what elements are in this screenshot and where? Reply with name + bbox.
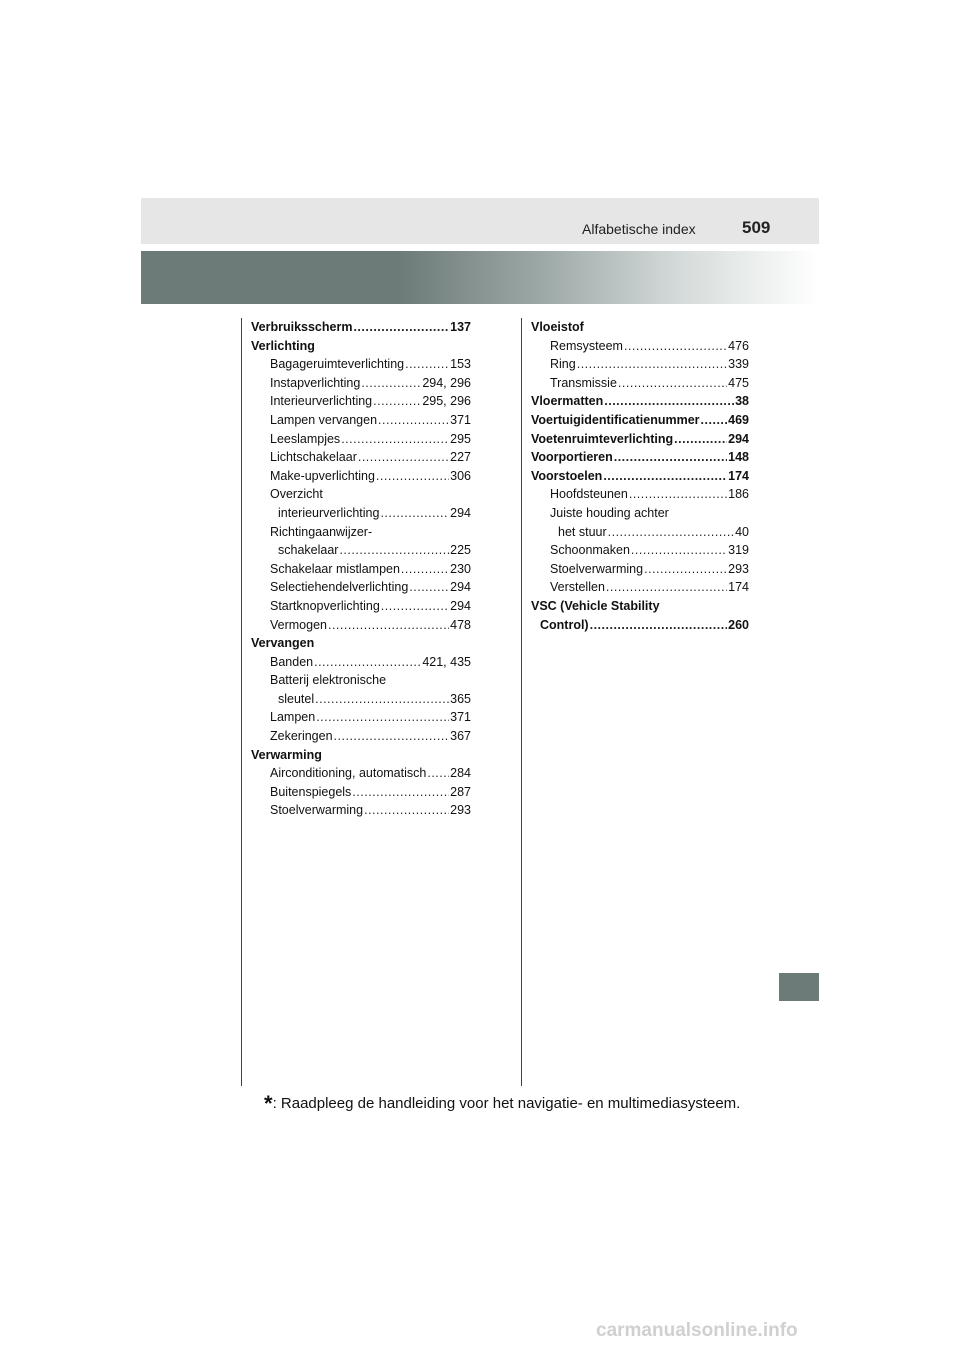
index-entry (251, 560, 471, 579)
index-entry (251, 671, 471, 690)
index-entry (531, 467, 749, 486)
chapter-tab (779, 973, 819, 1001)
dot-leader (364, 801, 449, 820)
index-entry-pages[interactable]: 295, 296 (422, 394, 471, 409)
dot-leader (427, 764, 449, 783)
index-entry-pages[interactable]: 174 (728, 580, 749, 595)
dot-leader (701, 411, 728, 430)
index-entry-label: Verstellen (550, 580, 605, 595)
index-entry-label: Voorportieren (531, 450, 613, 465)
index-entry-label: Vloeistof (531, 320, 584, 334)
index-entry (531, 411, 749, 430)
index-entry-pages[interactable]: 475 (728, 375, 749, 390)
index-entry (531, 523, 749, 542)
dot-leader (353, 318, 449, 337)
index-entry-label: Buitenspiegels (270, 784, 352, 799)
index-entry (251, 318, 471, 337)
index-entry (531, 616, 749, 635)
dot-leader (608, 523, 734, 542)
index-entry-pages[interactable]: 230 (450, 561, 471, 576)
index-entry-label: Leeslampjes (270, 431, 341, 446)
index-entry-label: Instapverlichting (270, 375, 361, 390)
dot-leader (328, 616, 449, 635)
index-entry-pages[interactable]: 148 (728, 450, 749, 465)
index-entry-pages[interactable]: 469 (728, 412, 749, 427)
dot-leader (577, 355, 727, 374)
index-entry-label: Stoelverwarming (270, 803, 364, 818)
index-entry-label: Lampen (270, 710, 316, 725)
index-entry (251, 634, 471, 653)
index-entry (531, 541, 749, 560)
index-entry-label: Voertuigidentificatienummer (531, 412, 700, 427)
index-entry (531, 448, 749, 467)
dot-leader (361, 374, 421, 393)
dot-leader (401, 560, 449, 579)
index-entry-pages[interactable]: 478 (450, 617, 471, 632)
index-entry-pages[interactable]: 371 (450, 710, 471, 725)
dot-leader (674, 430, 727, 449)
index-entry-pages[interactable]: 365 (450, 691, 471, 706)
index-entry-label: Lichtschakelaar (270, 450, 357, 465)
index-entry (251, 467, 471, 486)
index-entry-pages[interactable]: 371 (450, 412, 471, 427)
index-entry-label: Richtingaanwijzer- (270, 524, 373, 539)
index-entry (251, 355, 471, 374)
index-entry-pages[interactable]: 294 (450, 580, 471, 595)
index-entry-label: Overzicht (270, 487, 323, 502)
footnote (264, 1088, 740, 1114)
index-entry (251, 392, 471, 411)
index-entry-label: Batterij elektronische (270, 673, 387, 688)
index-entry-label: Vervangen (251, 636, 315, 651)
footnote-text: : Raadpleeg de handleiding voor het navigatie- en multimediasysteem. (272, 1095, 741, 1112)
index-entry-pages[interactable]: 294, 296 (422, 375, 471, 390)
dot-leader (352, 783, 449, 802)
index-entry-label: Control) (540, 617, 589, 632)
dot-leader (358, 448, 449, 467)
footnote-star: * (264, 1091, 273, 1116)
header-band (141, 198, 819, 244)
index-entry (531, 504, 749, 523)
index-entry-label: Vloermatten (531, 394, 604, 409)
index-entry (251, 374, 471, 393)
dot-leader (603, 467, 727, 486)
index-entry-label: Voetenruimteverlichting (531, 431, 674, 446)
page-number: 509 (742, 218, 771, 237)
index-entry-pages[interactable]: 293 (728, 561, 749, 576)
dot-leader (614, 448, 727, 467)
dot-leader (373, 392, 421, 411)
header-gradient-bar (141, 251, 819, 304)
dot-leader (376, 467, 449, 486)
index-entry-label: Verwarming (251, 747, 322, 762)
index-entry-label: Airconditioning, automatisch (270, 766, 427, 781)
dot-leader (378, 411, 449, 430)
index-entry-label: Schoonmaken (550, 543, 630, 558)
index-entry-label: Make-upverlichting (270, 468, 375, 483)
index-entry-pages[interactable]: 339 (728, 357, 749, 372)
index-entry-label: Schakelaar mistlampen (270, 561, 400, 576)
index-entry (531, 392, 749, 411)
dot-leader (380, 504, 449, 523)
index-entry-label: Stoelverwarming (550, 561, 644, 576)
index-entry-pages[interactable]: 319 (728, 543, 749, 558)
header-title: Alfabetische index (582, 221, 696, 237)
index-entry-label: schakelaar (278, 543, 339, 558)
index-entry (251, 801, 471, 820)
index-entry (251, 764, 471, 783)
index-entry (251, 411, 471, 430)
index-entry (251, 597, 471, 616)
index-entry (251, 727, 471, 746)
index-entry-label: Interieurverlichting (270, 394, 373, 409)
column-divider-left (241, 318, 242, 1086)
dot-leader (618, 374, 727, 393)
dot-leader (405, 355, 449, 374)
dot-leader (334, 727, 450, 746)
index-entry (531, 374, 749, 393)
index-entry (531, 318, 749, 337)
index-entry-pages[interactable]: 38 (735, 394, 749, 409)
index-entry (531, 485, 749, 504)
index-entry-pages[interactable]: 306 (450, 468, 471, 483)
index-entry-pages[interactable]: 284 (450, 766, 471, 781)
index-entry-label: Verlichting (251, 338, 315, 353)
index-entry (531, 355, 749, 374)
index-entry-label: Selectiehendelverlichting (270, 580, 409, 595)
index-entry-pages[interactable]: 294 (728, 431, 749, 446)
index-entry-label: sleutel (278, 691, 315, 706)
index-entry-label: Remsysteem (550, 338, 623, 353)
dot-leader (624, 337, 727, 356)
index-entry (531, 597, 749, 616)
index-entry-pages[interactable]: 153 (450, 357, 471, 372)
index-entry-label: Voorstoelen (531, 468, 603, 483)
dot-leader (409, 578, 449, 597)
dot-leader (381, 597, 449, 616)
index-entry (251, 448, 471, 467)
index-entry-pages[interactable]: 367 (450, 729, 471, 744)
dot-leader (339, 541, 449, 560)
index-entry-label: VSC (Vehicle Stability (531, 598, 660, 613)
index-entry-pages[interactable]: 186 (728, 487, 749, 502)
dot-leader (341, 430, 449, 449)
index-entry-label: interieurverlichting (278, 505, 380, 520)
index-entry-label: Bagageruimteverlichting (270, 357, 405, 372)
dot-leader (606, 578, 727, 597)
index-entry (251, 523, 471, 542)
index-entry (531, 430, 749, 449)
column-divider-middle (521, 318, 522, 1086)
index-entry-pages[interactable]: 227 (450, 450, 471, 465)
index-entry (251, 616, 471, 635)
index-entry-label: Zekeringen (270, 729, 333, 744)
index-entry-label: Hoofdsteunen (550, 487, 628, 502)
index-entry-pages[interactable]: 294 (450, 598, 471, 613)
index-entry-label: Banden (270, 654, 314, 669)
index-entry-pages[interactable]: 225 (450, 543, 471, 558)
index-entry-pages[interactable]: 287 (450, 784, 471, 799)
dot-leader (604, 392, 734, 411)
index-entry (251, 690, 471, 709)
index-entry (251, 430, 471, 449)
index-entry (251, 337, 471, 356)
dot-leader (590, 616, 728, 635)
index-column-2 (531, 318, 749, 634)
index-entry (251, 578, 471, 597)
index-entry-label: Verbruiksscherm (251, 320, 353, 334)
index-entry (251, 783, 471, 802)
watermark: carmanualsonline.info (596, 1320, 798, 1341)
index-entry (251, 708, 471, 727)
index-entry-label: Transmissie (550, 375, 617, 390)
index-entry-label: Vermogen (270, 617, 327, 632)
dot-leader (629, 485, 727, 504)
index-entry-label: Ring (550, 357, 576, 372)
dot-leader (644, 560, 727, 579)
index-entry-label: Juiste houding achter (550, 505, 669, 520)
dot-leader (315, 690, 449, 709)
index-entry-label: Startknopverlichting (270, 598, 380, 613)
index-entry-pages[interactable]: 476 (728, 338, 749, 353)
index-entry-pages[interactable]: 40 (735, 524, 749, 539)
index-entry-pages[interactable]: 174 (728, 468, 749, 483)
index-entry-pages[interactable]: 294 (450, 505, 471, 520)
index-entry-pages[interactable]: 293 (450, 803, 471, 818)
index-entry-label: het stuur (558, 524, 607, 539)
index-entry (251, 746, 471, 765)
index-column-1 (251, 318, 471, 820)
index-entry-pages[interactable]: 295 (450, 431, 471, 446)
index-entry (251, 653, 471, 672)
dot-leader (631, 541, 727, 560)
index-entry (531, 337, 749, 356)
dot-leader (314, 653, 421, 672)
index-entry (531, 578, 749, 597)
dot-leader (316, 708, 449, 727)
index-entry (531, 560, 749, 579)
index-entry-pages[interactable]: 421, 435 (422, 654, 471, 669)
index-entry (251, 485, 471, 504)
index-entry-label: Lampen vervangen (270, 412, 378, 427)
index-entry (251, 541, 471, 560)
index-entry-pages[interactable]: 137 (450, 320, 471, 334)
index-entry-pages[interactable]: 260 (728, 617, 749, 632)
index-entry (251, 504, 471, 523)
